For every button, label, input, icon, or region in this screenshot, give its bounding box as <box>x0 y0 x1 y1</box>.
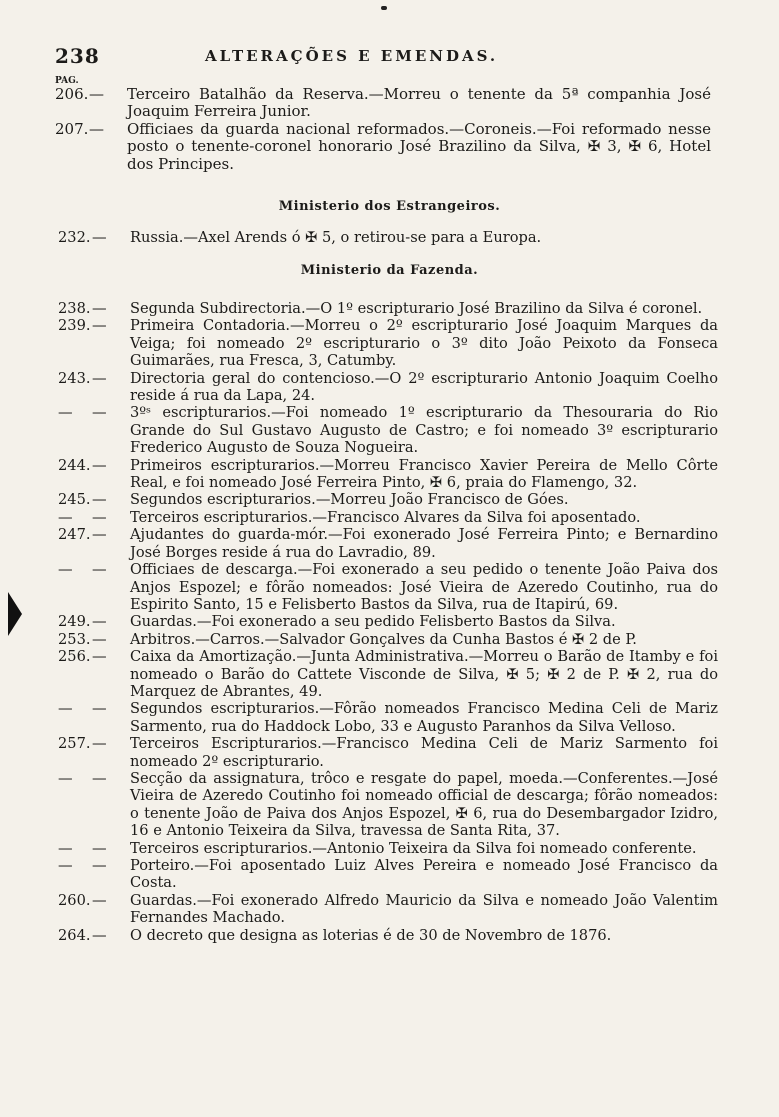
entry-page-ref: 239. <box>58 317 91 335</box>
entry-text: Terceiros escripturarios.—Francisco Alvares da Silva foi aposentado. <box>130 508 641 526</box>
entry: — — Segundos escripturarios.—Fôrão nomeados Francisco Medina Celi de Mariz Sarmento, rua do Haddock Lobo, 33 e Augusto Paranhos da Silva Velloso. <box>58 700 718 735</box>
entry-page-ref: 232. <box>58 229 91 246</box>
section-block <box>55 86 711 173</box>
entry-page-ref: — <box>58 769 73 787</box>
entry-text: Porteiro.—Foi aposentado Luiz Alves Pereira e nomeado José Francisco da Costa. <box>130 857 718 892</box>
page-header <box>55 44 705 70</box>
entry-page-ref: 206. <box>55 85 89 103</box>
entry-page-ref: — <box>58 700 73 718</box>
entry: — — Terceiros escripturarios.—Antonio Teixeira da Silva foi nomeado conferente. <box>58 839 697 857</box>
entry-text: O decreto que designa as loterias é de 30 de Novembro de 1876. <box>130 926 612 944</box>
entry: 207.— Officiaes da guarda nacional reformados.—Coroneis.—Foi reformado nesse posto o tenente-coronel honorario José Brazilino da Silva, ✠ 3, ✠ 6, Hotel dos Principes. <box>55 119 711 173</box>
entry-text: Segundos escripturarios.—Morreu João Francisco de Góes. <box>130 491 569 509</box>
entry-page-ref: 253. <box>58 630 91 648</box>
entry: 245. — Segundos escripturarios.—Morreu João Francisco de Góes. <box>58 491 569 509</box>
entry-text: Arbitros.—Carros.—Salvador Gonçalves da Cunha Bastos é ✠ 2 de P. <box>130 630 637 648</box>
page-number: 238 <box>55 44 100 68</box>
entry: 243. — Directoria geral do contencioso.—O 2º escripturario Antonio Joaquim Coelho reside á rua da Lapa, 24. <box>58 369 718 405</box>
entry-text: Primeiros escripturarios.—Morreu Francisco Xavier Pereira de Mello Côrte Real, e foi nomeado José Ferreira Pinto, ✠ 6, praia do Flamengo, 32. <box>130 456 718 492</box>
entry: — — 3ºˢ escripturarios.—Foi nomeado 1º escripturario da Thesouraria do Rio Grande do Sul Gustavo Augusto de Castro; e foi nomeado 3º escripturario Frederico Augusto de Souza Nogueira. <box>58 404 718 457</box>
entry-page-ref: — <box>58 857 73 874</box>
entry: — — Secção da assignatura, trôco e resgate do papel, moeda.—Conferentes.—José Vieira de Azeredo Coutinho foi nomeado official de descarga; fôrão nomeados: o tenente João de Paiva dos Anjos Espozel, ✠ 6, rua do Desembargador Izidro, 16 e Antonio Teixeira da Silva, travessa de Santa Rita, 37. <box>58 769 718 840</box>
entry-text: Primeira Contadoria.—Morreu o 2º escripturario José Joaquim Marques da Veiga; foi nomeado 2º escripturario o 3º dito João Peixoto da Fonseca Guimarães, rua Fresca, 3, Catumby. <box>130 317 718 370</box>
entry: 260. — Guardas.—Foi exonerado Alfredo Mauricio da Silva e nomeado João Valentim Fernandes Machado. <box>58 891 718 927</box>
entry-page-ref: 243. <box>58 369 91 387</box>
entry-page-ref: 245. <box>58 491 91 509</box>
running-title: ALTERAÇÕES E EMENDAS. <box>205 47 499 65</box>
entry-page-ref: — <box>58 404 73 422</box>
entry: 244. — Primeiros escripturarios.—Morreu Francisco Xavier Pereira de Mello Côrte Real, e foi nomeado José Ferreira Pinto, ✠ 6, praia do Flamengo, 32. <box>58 456 718 492</box>
margin-arrow-mark <box>8 592 22 636</box>
entry: 264. — O decreto que designa as loterias é de 30 de Novembro de 1876. <box>58 926 612 944</box>
entry-text: Terceiros Escripturarios.—Francisco Medina Celi de Mariz Sarmento foi nomeado 2º escripturario. <box>130 735 718 770</box>
entry-text: Guardas.—Foi exonerado Alfredo Mauricio da Silva e nomeado João Valentim Fernandes Machado. <box>130 891 718 927</box>
entry: — — Terceiros escripturarios.—Francisco Alvares da Silva foi aposentado. <box>58 508 641 526</box>
entry-page-ref: — <box>58 561 73 579</box>
ink-speck <box>381 6 387 10</box>
entry: 256. — Caixa da Amortização.—Junta Administrativa.—Morreu o Barão de Itamby e foi nomeado o Barão do Cattete Visconde de Silva, ✠ 5; ✠ 2 de P. ✠ 2, rua do Marquez de Abrantes, 49. <box>58 648 718 700</box>
entry-text: 3ºˢ escripturarios.—Foi nomeado 1º escripturario da Thesouraria do Rio Grande do Sul Gustavo Augusto de Castro; e foi nomeado 3º escripturario Frederico Augusto de Souza Nogueira. <box>130 404 718 457</box>
entry: 232. — Russia.—Axel Arends ó ✠ 5, o retirou-se para a Europa. <box>58 229 542 246</box>
entry: — — Porteiro.—Foi aposentado Luiz Alves Pereira e nomeado José Francisco da Costa. <box>58 857 718 892</box>
entry: — — Officiaes de descarga.—Foi exonerado a seu pedido o tenente João Paiva dos Anjos Espozel; e fôrão nomeados: José Vieira de Azeredo Coutinho, rua do Espirito Santo, 15 e Felisberto Bastos da Silva, rua de Itapirú, 69. <box>58 561 718 613</box>
entry-page-ref: 244. <box>58 456 91 474</box>
entry: 249. — Guardas.—Foi exonerado a seu pedido Felisberto Bastos da Silva. <box>58 613 616 631</box>
pag-column-label: PAG. <box>55 76 79 86</box>
entry-page-ref: — <box>58 508 73 526</box>
section-heading: Ministerio dos Estrangeiros. <box>278 199 501 214</box>
entry-text: Officiaes da guarda nacional reformados.—Coroneis.—Foi reformado nesse posto o tenente-coronel honorario José Brazilino da Silva, ✠ 3, ✠ 6, Hotel dos Principes. <box>127 119 711 173</box>
entry-page-ref: 257. <box>58 735 91 753</box>
section-heading: Ministerio da Fazenda. <box>300 263 479 278</box>
entry-page-ref: 264. <box>58 926 91 944</box>
entry-text: Terceiro Batalhão da Reserva.—Morreu o tenente da 5ª companhia José Joaquim Ferreira Junior. <box>127 85 711 121</box>
entry-text: Terceiros escripturarios.—Antonio Teixeira da Silva foi nomeado conferente. <box>130 839 697 857</box>
entry-text: Directoria geral do contencioso.—O 2º escripturario Antonio Joaquim Coelho reside á rua da Lapa, 24. <box>130 369 718 405</box>
entry-page-ref: 260. <box>58 891 91 909</box>
entry: 239. — Primeira Contadoria.—Morreu o 2º escripturario José Joaquim Marques da Veiga; foi nomeado 2º escripturario o 3º dito João Peixoto da Fonseca Guimarães, rua Fresca, 3, Catumby. <box>58 317 718 370</box>
entry-text: Russia.—Axel Arends ó ✠ 5, o retirou-se para a Europa. <box>130 229 542 246</box>
entry-page-ref: 247. <box>58 526 91 544</box>
entry-page-ref: 249. <box>58 613 91 631</box>
entry: 238. — Segunda Subdirectoria.—O 1º escripturario José Brazilino da Silva é coronel. <box>58 300 703 317</box>
entry-page-ref: 207. <box>55 119 89 138</box>
entry: 257. — Terceiros Escripturarios.—Francisco Medina Celi de Mariz Sarmento foi nomeado 2º escripturario. <box>58 735 718 770</box>
entry-text: Officiaes de descarga.—Foi exonerado a seu pedido o tenente João Paiva dos Anjos Espozel; e fôrão nomeados: José Vieira de Azeredo Coutinho, rua do Espirito Santo, 15 e Felisberto Bastos da Silva, rua de Itapirú, 69. <box>130 561 718 613</box>
section-block <box>58 300 718 944</box>
entry-page-ref: 256. <box>58 648 91 666</box>
entry-text: Caixa da Amortização.—Junta Administrativa.—Morreu o Barão de Itamby e foi nomeado o Barão do Cattete Visconde de Silva, ✠ 5; ✠ 2 de P. ✠ 2, rua do Marquez de Abrantes, 49. <box>130 648 718 700</box>
entry-text: Segunda Subdirectoria.—O 1º escripturario José Brazilino da Silva é coronel. <box>130 300 703 317</box>
entry-page-ref: — <box>58 839 73 857</box>
entry: 247. — Ajudantes do guarda-mór.—Foi exonerado José Ferreira Pinto; e Bernardino José Borges reside á rua do Lavradio, 89. <box>58 526 718 561</box>
entry-text: Segundos escripturarios.—Fôrão nomeados Francisco Medina Celi de Mariz Sarmento, rua do Haddock Lobo, 33 e Augusto Paranhos da Silva Velloso. <box>130 700 718 735</box>
entry-text: Ajudantes do guarda-mór.—Foi exonerado José Ferreira Pinto; e Bernardino José Borges reside á rua do Lavradio, 89. <box>130 526 718 561</box>
entry-page-ref: 238. <box>58 300 91 317</box>
entry-text: Guardas.—Foi exonerado a seu pedido Felisberto Bastos da Silva. <box>130 613 616 631</box>
entry: 206.— Terceiro Batalhão da Reserva.—Morreu o tenente da 5ª companhia José Joaquim Ferreira Junior. <box>55 85 711 121</box>
section-block <box>58 229 718 246</box>
entry: 253. — Arbitros.—Carros.—Salvador Gonçalves da Cunha Bastos é ✠ 2 de P. <box>58 630 637 648</box>
entry-text: Secção da assignatura, trôco e resgate do papel, moeda.—Conferentes.—José Vieira de Azeredo Coutinho foi nomeado official de descarga; fôrão nomeados: o tenente João de Paiva dos Anjos Espozel, ✠ 6, rua do Desembargador Izidro, 16 e Antonio Teixeira da Silva, travessa de Santa Rita, 37. <box>130 769 718 840</box>
